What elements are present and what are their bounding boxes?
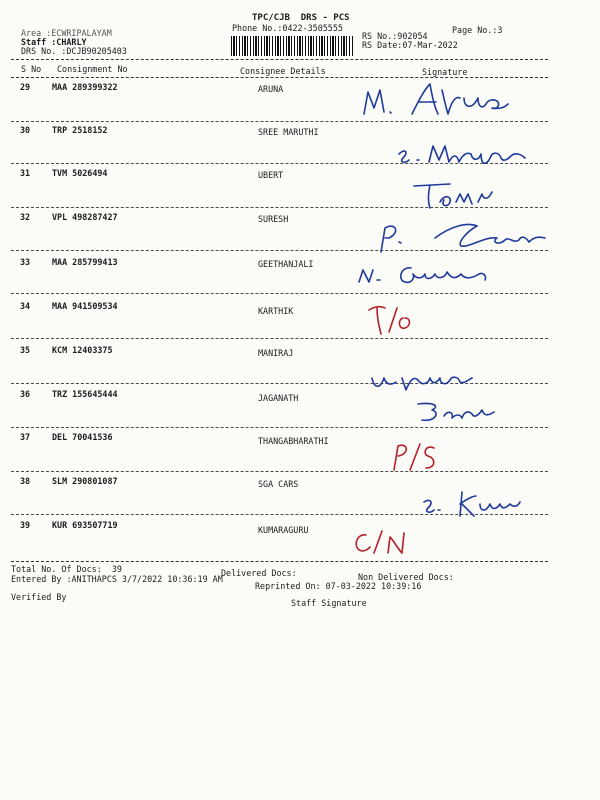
handwritten-signature (420, 488, 530, 518)
row-consignee-name: SREE MARUTHI (258, 127, 319, 137)
rs-date: RS Date:07-Mar-2022 (362, 40, 458, 50)
barcode-image (231, 36, 353, 56)
row-consignee-name: JAGANATH (258, 393, 299, 403)
row-sno: 39 (20, 520, 31, 530)
handwritten-signature (390, 440, 440, 474)
row-consignment-no: KUR 693507719 (52, 520, 118, 530)
handwritten-signature (410, 180, 510, 210)
column-header-signature: Signature (422, 67, 468, 77)
row-sno: 32 (20, 212, 31, 222)
row-divider (11, 293, 548, 294)
verified-by: Verified By (11, 592, 67, 602)
row-consignee-name: SGA CARS (258, 479, 299, 489)
row-consignment-no: MAA 285799413 (52, 257, 118, 267)
handwritten-signature (368, 368, 478, 394)
phone-number: Phone No.:0422-3505555 (232, 23, 343, 33)
row-sno: 36 (20, 389, 31, 399)
row-sno: 29 (20, 82, 31, 92)
row-sno: 37 (20, 432, 31, 442)
row-sno: 31 (20, 168, 31, 178)
staff-field: Staff :CHARLY (21, 37, 87, 47)
handwritten-signature (410, 400, 500, 424)
drs-number: DRS No. :DCJB90205403 (21, 46, 127, 56)
row-sno: 33 (20, 257, 31, 267)
row-sno: 34 (20, 301, 31, 311)
row-consignment-no: MAA 289399322 (52, 82, 118, 92)
rs-number: RS No.:902054 (362, 31, 428, 41)
header-divider (11, 59, 548, 60)
reprinted-on: Reprinted On: 07-03-2022 10:39:16 (255, 581, 422, 591)
row-consignment-no: KCM 12403375 (52, 345, 113, 355)
non-delivered-docs: Non Delivered Docs: (358, 572, 454, 582)
row-consignment-no: MAA 941509534 (52, 301, 118, 311)
row-consignee-name: MANIRAJ (258, 348, 294, 358)
row-consignee-name: SURESH (258, 214, 289, 224)
row-consignment-no: SLM 290801087 (52, 476, 118, 486)
row-consignee-name: GEETHANJALI (258, 259, 314, 269)
handwritten-signature (365, 300, 415, 336)
handwritten-signature (395, 140, 535, 170)
handwritten-signature (350, 527, 410, 557)
row-divider (11, 338, 548, 339)
handwritten-signature (375, 218, 555, 254)
column-header-divider (11, 77, 548, 78)
row-consignee-name: THANGABHARATHI (258, 436, 329, 446)
row-sno: 35 (20, 345, 31, 355)
handwritten-signature (360, 82, 520, 122)
row-consignee-name: KUMARAGURU (258, 525, 309, 535)
page-number: Page No.:3 (452, 25, 503, 35)
row-consignment-no: TRZ 155645444 (52, 389, 118, 399)
column-header-consignee: Consignee Details (240, 66, 326, 76)
document-title: TPC/CJB DRS - PCS (252, 13, 350, 23)
row-sno: 30 (20, 125, 31, 135)
row-consignee-name: KARTHIK (258, 306, 294, 316)
row-sno: 38 (20, 476, 31, 486)
row-divider (11, 427, 548, 428)
column-header-sno: S No (21, 64, 42, 74)
row-consignee-name: UBERT (258, 170, 284, 180)
delivered-docs: Delivered Docs: (221, 568, 297, 578)
column-header-consignment: Consignment No (57, 64, 128, 74)
row-consignment-no: TVM 5026494 (52, 168, 108, 178)
row-consignee-name: ARUNA (258, 84, 284, 94)
row-consignment-no: VPL 498287427 (52, 212, 118, 222)
area-field: Area :ECWRIPALAYAM (21, 28, 112, 38)
handwritten-signature (355, 262, 495, 288)
row-divider (11, 471, 548, 472)
total-docs: Total No. Of Docs: 39 (11, 564, 122, 574)
table-bottom-divider (11, 561, 548, 562)
row-consignment-no: TRP 2518152 (52, 125, 108, 135)
entered-by: Entered By :ANITHAPCS 3/7/2022 10:36:19 AM (11, 574, 223, 584)
staff-signature-label: Staff Signature (291, 598, 367, 608)
row-consignment-no: DEL 70041536 (52, 432, 113, 442)
